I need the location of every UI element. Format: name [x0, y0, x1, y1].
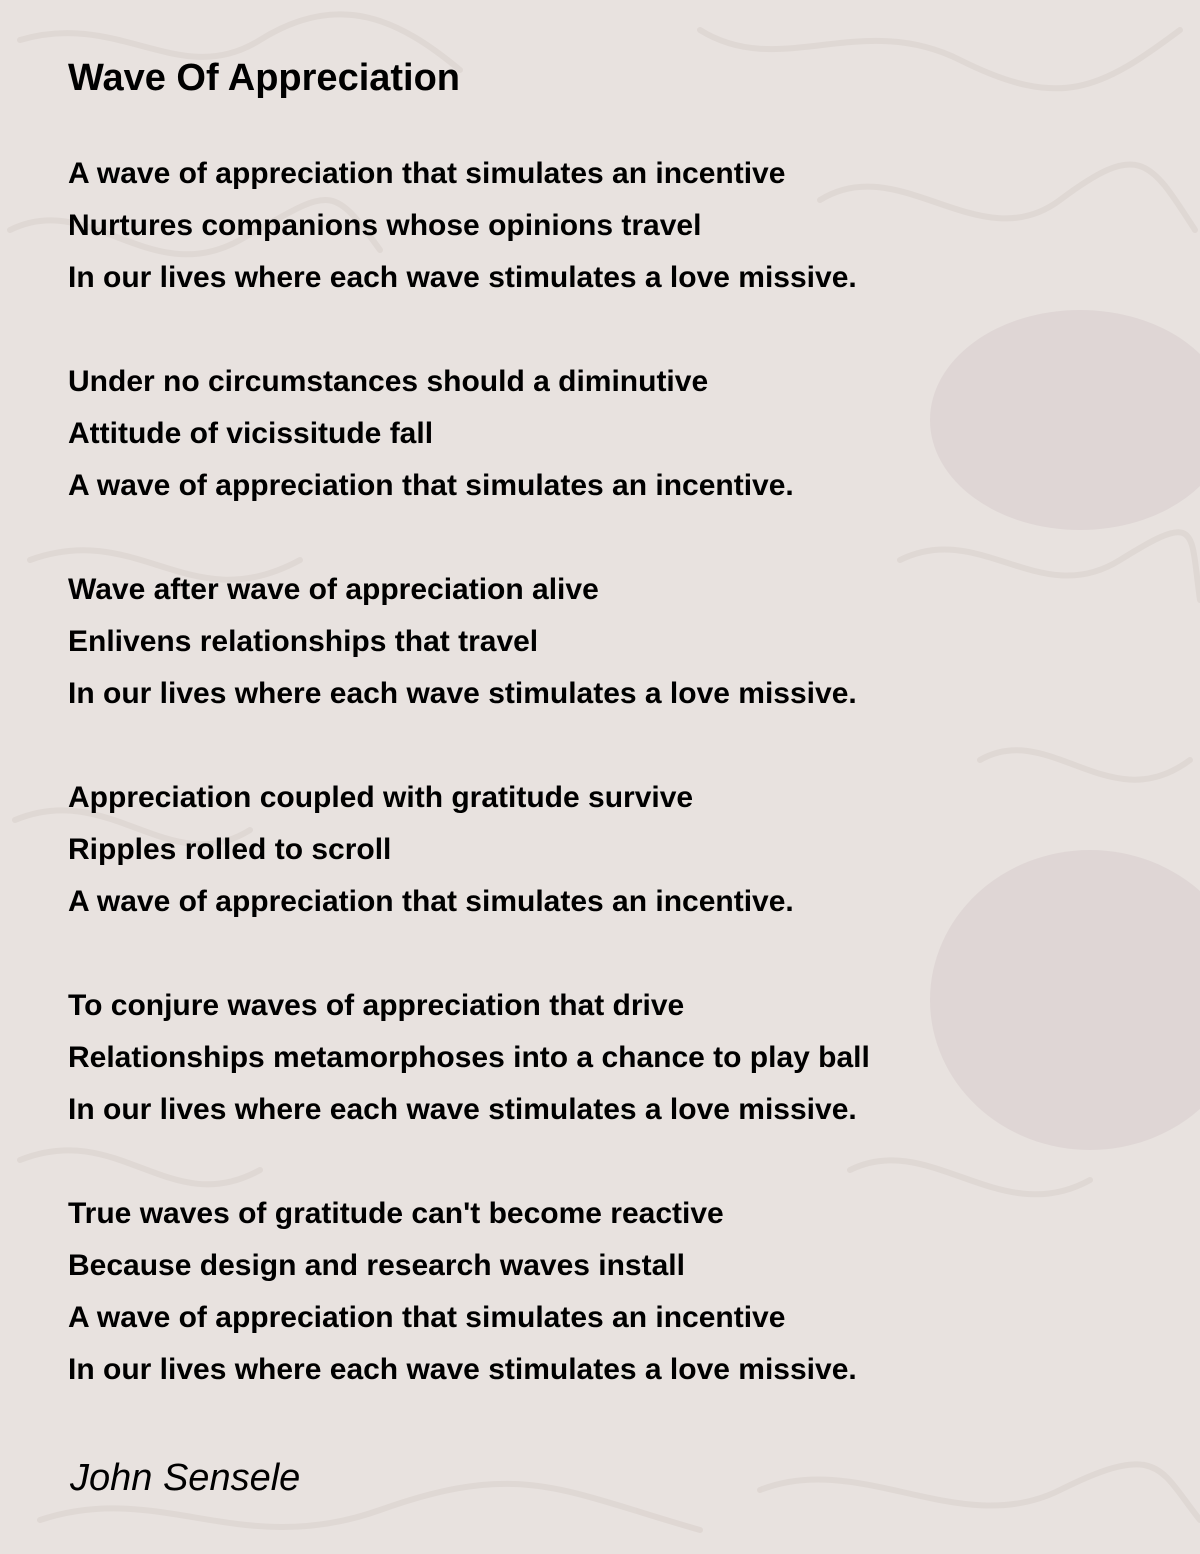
poem-line: Attitude of vicissitude fall: [68, 417, 434, 450]
stanza-1: [68, 148, 870, 304]
poem-line: Under no circumstances should a diminutive: [68, 365, 709, 398]
poem-line: Appreciation coupled with gratitude survive: [68, 781, 694, 814]
poem-author: John Sensele: [70, 1457, 301, 1499]
poem-line: In our lives where each wave stimulates a love missive.: [68, 261, 857, 294]
stanza-3: [68, 564, 870, 720]
poem-line: Because design and research waves install: [68, 1249, 685, 1282]
poem-title: Wave Of Appreciation: [68, 57, 461, 99]
poem-line: A wave of appreciation that simulates an incentive: [68, 157, 786, 190]
stanza-2: [68, 356, 870, 512]
stanza-4: [68, 772, 870, 928]
poem-line: A wave of appreciation that simulates an incentive: [68, 1301, 786, 1334]
poem-line: Nurtures companions whose opinions travel: [68, 209, 702, 242]
poem-line: True waves of gratitude can't become reactive: [68, 1197, 724, 1230]
poem-line: In our lives where each wave stimulates a love missive.: [68, 1093, 857, 1126]
stanza-5: [68, 980, 870, 1136]
poem-line: In our lives where each wave stimulates a love missive.: [68, 1353, 857, 1386]
poem-line: A wave of appreciation that simulates an incentive.: [68, 885, 794, 918]
poem-line: To conjure waves of appreciation that drive: [68, 989, 685, 1022]
poem-line: Relationships metamorphoses into a chance to play ball: [68, 1041, 870, 1074]
stanza-6: [68, 1188, 870, 1396]
poem-line: Enlivens relationships that travel: [68, 625, 539, 658]
poem-body: [68, 148, 870, 1448]
poem-line: Wave after wave of appreciation alive: [68, 573, 599, 606]
poem-line: In our lives where each wave stimulates a love missive.: [68, 677, 857, 710]
poem-line: A wave of appreciation that simulates an incentive.: [68, 469, 794, 502]
poem-line: Ripples rolled to scroll: [68, 833, 392, 866]
